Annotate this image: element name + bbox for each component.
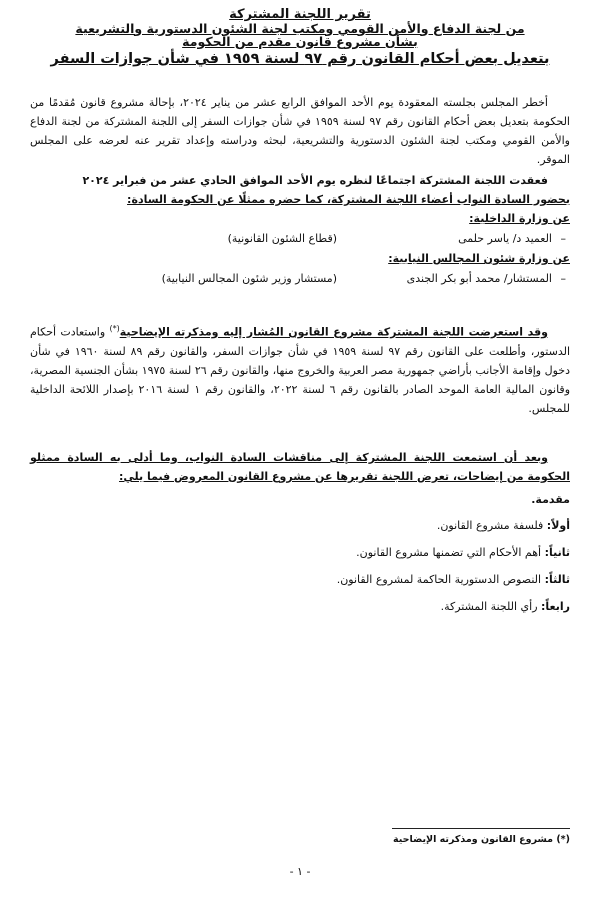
meeting-paragraph-line1: فعقدت اللجنة المشتركة اجتماعًا لنظره يوم الأحد الموافق الحادي عشر من فبراير ٢٠٢٤ bbox=[82, 174, 548, 188]
section-ordinal: ثانياً: bbox=[544, 545, 570, 559]
section-title: النصوص الدستورية الحاكمة لمشروع القانون. bbox=[336, 572, 545, 586]
ministry-interior-heading: عن وزارة الداخلية: bbox=[469, 212, 570, 226]
section-ordinal: أولاً: bbox=[546, 518, 570, 532]
representative-role: (مستشار وزير شئون المجالس النيابية) bbox=[161, 272, 337, 286]
review-paragraph-lead: وقد استعرضت اللجنة المشتركة مشروع القانون المُشار إليه ومذكرته الإيضاحية bbox=[119, 325, 548, 339]
representative-role: (قطاع الشئون القانونية) bbox=[227, 232, 337, 246]
section-title: رأي اللجنة المشتركة. bbox=[440, 599, 542, 613]
list-item bbox=[30, 539, 570, 566]
list-item bbox=[30, 512, 570, 539]
list-item bbox=[30, 593, 570, 620]
report-header bbox=[30, 8, 570, 67]
referral-paragraph: أخطر المجلس بجلسته المعقودة يوم الأحد الموافق الرابع عشر من يناير ٢٠٢٤، بإحالة مشروع قانون مُقدمًا من الحكومة بتعديل بعض أحكام القانون رقم ٩٧ لسنة ١٩٥٩ في شأن جوازات السفر إلى اللجنة المشتركة من لجنة الدفاع والأمن القومي ومكتب لجنة الشئون الدستورية والتشريعية، لبحثه ودراسته وإعداد تقرير عنه لعرضه على المجلس الموقر. bbox=[30, 96, 570, 167]
bill-subject-line: بتعديل بعض أحكام القانون رقم ٩٧ لسنة ١٩٥٩ في شأن جوازات السفر bbox=[50, 50, 550, 67]
list-dash: – bbox=[560, 232, 566, 246]
footnote-divider bbox=[392, 828, 570, 829]
review-paragraph bbox=[30, 319, 570, 418]
ministry-parliament-heading: عن وزارة شئون المجالس النيابية: bbox=[388, 252, 570, 266]
bill-origin-line: بشأن مشروع قانون مقدم من الحكومة bbox=[182, 33, 418, 49]
section-ordinal: رابعاً: bbox=[541, 599, 570, 613]
section-title: أهم الأحكام التي تضمنها مشروع القانون. bbox=[356, 545, 545, 559]
report-title: تقرير اللجنة المشتركة bbox=[229, 7, 371, 22]
footnote: (*) مشروع القانون ومذكرته الإيضاحية bbox=[393, 834, 570, 845]
report-sections-list bbox=[30, 512, 570, 620]
list-item bbox=[30, 566, 570, 593]
representative-row bbox=[30, 229, 570, 249]
government-representatives bbox=[30, 209, 570, 289]
representative-name: العميد د/ ياسر حلمى bbox=[458, 232, 552, 246]
representative-name: المستشار/ محمد أبو بكر الجندى bbox=[406, 272, 552, 286]
representative-row bbox=[30, 269, 570, 289]
list-dash: – bbox=[560, 272, 566, 286]
meeting-paragraph-line2: بحضور السادة النواب أعضاء اللجنة المشتركة، كما حضره ممثلًا عن الحكومة السادة: bbox=[127, 193, 570, 207]
introduction-label: مقدمة. bbox=[531, 492, 570, 506]
page-number: - ١ - bbox=[289, 865, 311, 878]
section-ordinal: ثالثاً: bbox=[544, 572, 570, 586]
review-paragraph-body: واستعادت أحكام الدستور، وأطلعت على القانون رقم ٩٧ لسنة ١٩٥٩ في شأن جوازات السفر، والقانون رقم ٨٩ لسنة ١٩٦٠ في شأن دخول وإقامة الأجانب بأراضي جمهورية مصر العربية والخروج منها، والقانون رقم ٢٦ لسنة ١٩٧٥ بشأن الجنسية المصرية، وقانون المالية العامة الموحد الصادر بالقانون رقم ٦ لسنة ٢٠٢٢، والقانون رقم ١ لسنة ٢٠١٦ بإصدار اللائحة الداخلية للمجلس. bbox=[30, 325, 571, 415]
discussion-paragraph: وبعد أن استمعت اللجنة المشتركة إلى مناقشات السادة النواب، وما أدلى به السادة ممثلو الحكومة من إيضاحات، تعرض اللجنة تقريرها عن مشروع القانون المعروض فيما يلي: bbox=[30, 450, 570, 483]
footnote-mark: (*) bbox=[109, 324, 120, 334]
committee-line: من لجنة الدفاع والأمن القومي ومكتب لجنة الشئون الدستورية والتشريعية bbox=[75, 20, 525, 36]
section-title: فلسفة مشروع القانون. bbox=[436, 518, 547, 532]
